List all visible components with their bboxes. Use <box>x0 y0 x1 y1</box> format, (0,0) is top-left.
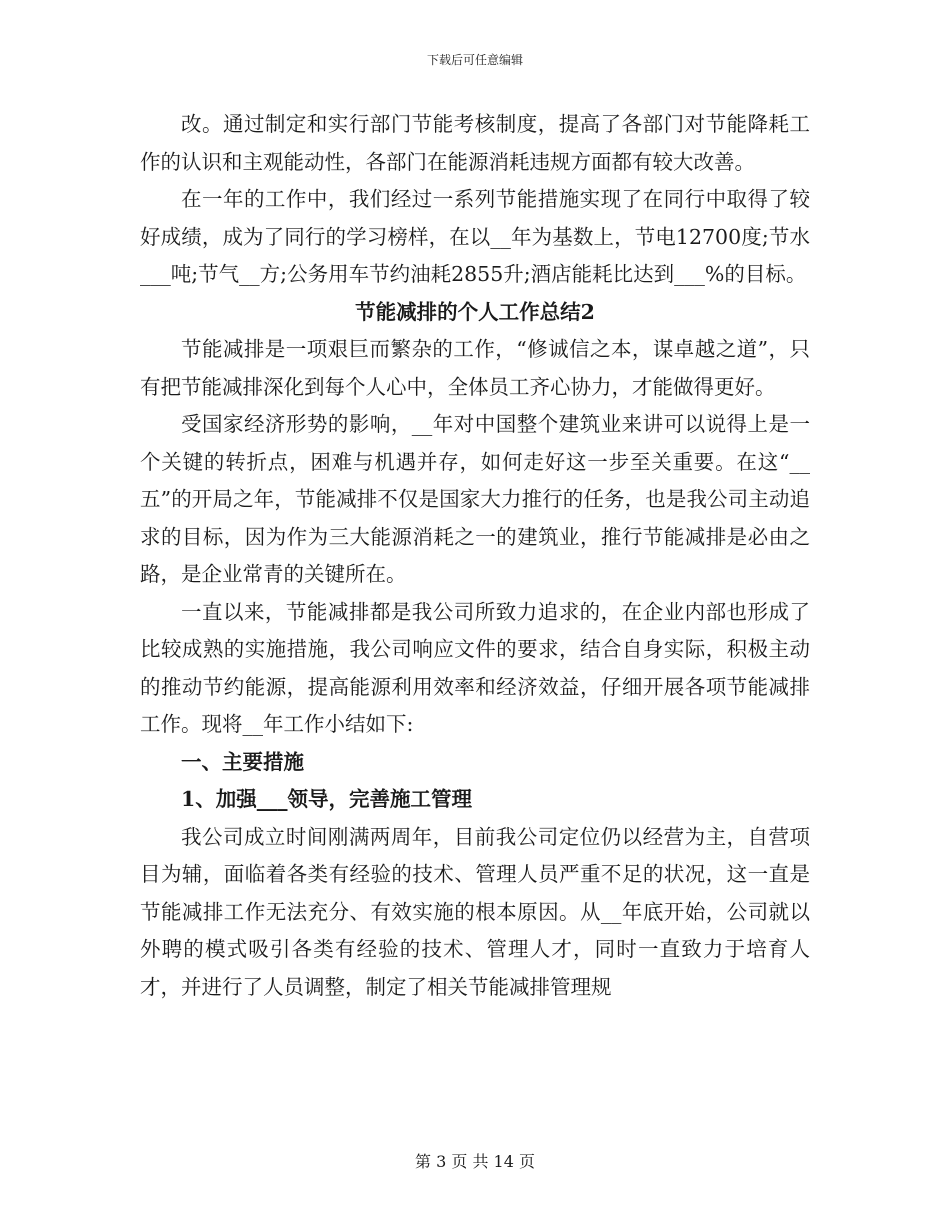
paragraph-6: 我公司成立时间刚满两周年，目前我公司定位仍以经营为主，自营项目为辅，面临着各类有经验的技术、管理人员严重不足的状况，这一直是节能减排工作无法充分、有效实施的根本原因。从__年底开始，公司就以外聘的模式吸引各类有经验的技术、管理人才，同时一直致力于培育人才，并进行了人员调整，制定了相关节能减排管理规 <box>140 824 810 999</box>
document-body <box>140 106 810 1006</box>
heading-leadership: 1、加强___领导，完善施工管理 <box>181 787 473 811</box>
paragraph-5: 一直以来，节能减排都是我公司所致力追求的，在企业内部也形成了比较成熟的实施措施，我公司响应文件的要求，结合自身实际，积极主动的推动节约能源，提高能源利用效率和经济效益，仔细开展各项节能减排工作。现将__年工作小结如下: <box>140 599 810 736</box>
paragraph-4: 受国家经济形势的影响，__年对中国整个建筑业来讲可以说得上是一个关键的转折点，困难与机遇并存，如何走好这一步至关重要。在这“__五”的开局之年，节能减排不仅是国家大力推行的任务，也是我公司主动追求的目标，因为作为三大能源消耗之一的建筑业，推行节能减排是必由之路，是企业常青的关键所在。 <box>140 412 810 586</box>
paragraph-1: 改。通过制定和实行部门节能考核制度，提高了各部门对节能降耗工作的认识和主观能动性，各部门在能源消耗违规方面都有较大改善。 <box>140 112 810 174</box>
paragraph-2: 在一年的工作中，我们经过一系列节能措施实现了在同行中取得了较好成绩，成为了同行的学习榜样，在以__年为基数上，节电12700度;节水___吨;节气__方;公务用车节约油耗2855升;酒店能耗比达到___%的目标。 <box>140 187 810 286</box>
page-number: 第 3 页 共 14 页 <box>415 1152 535 1171</box>
heading-main-measures: 一、主要措施 <box>181 749 304 774</box>
paragraph-3: 节能减排是一项艰巨而繁杂的工作，“修诚信之本，谋卓越之道”，只有把节能减排深化到每个人心中，全体员工齐心协力，才能做得更好。 <box>140 337 810 399</box>
page-header: 下载后可任意编辑 <box>426 53 523 67</box>
section-title: 节能减排的个人工作总结2 <box>355 299 595 324</box>
